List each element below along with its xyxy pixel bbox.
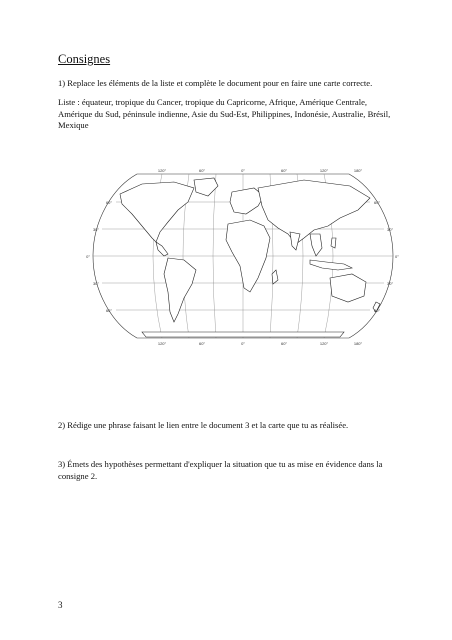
tick-left: 0° — [86, 254, 90, 259]
continents — [120, 178, 380, 337]
tick-top: 0° — [241, 168, 245, 173]
top-ticks — [158, 168, 363, 173]
tick-top: 60° — [280, 168, 288, 173]
tick-bottom: 60° — [198, 341, 206, 346]
tick-left: 60° — [105, 200, 112, 205]
tick-bottom: 120° — [157, 341, 167, 346]
instruction-3: 3) Émets des hypothèses permettant d'expliquer la situation que tu as mise en évidence dans la consigne 2. — [58, 459, 383, 481]
tick-right: 30° — [387, 281, 394, 286]
tick-bottom: 0° — [241, 341, 245, 346]
tick-right: 0° — [395, 254, 399, 259]
greenland — [194, 178, 218, 196]
bottom-ticks — [158, 341, 363, 346]
tick-right: 60° — [374, 308, 381, 313]
tick-bottom: 180° — [353, 341, 363, 346]
tick-top: 60° — [198, 168, 206, 173]
north-america — [120, 182, 194, 242]
australia — [330, 274, 366, 302]
central-america — [156, 242, 168, 256]
tick-left: 60° — [105, 308, 112, 313]
word-list: Liste : équateur, tropique du Cancer, tropique du Capricorne, Afrique, Amérique Centrale, Amérique du Sud, péninsule indienne, Asie du Sud-Est, Philippines, Indonésie, Australie, Brésil, Mexique — [58, 97, 391, 130]
left-ticks — [86, 200, 112, 313]
tick-bottom: 120° — [319, 341, 329, 346]
tick-right: 30° — [387, 227, 394, 232]
page-number: 3 — [58, 600, 63, 610]
philippines — [331, 238, 336, 248]
tick-bottom: 60° — [280, 341, 288, 346]
tick-top: 180° — [353, 168, 363, 173]
indonesia — [310, 260, 352, 270]
right-ticks — [374, 200, 399, 313]
instruction-1: 1) Replace les éléments de la liste et complète le document pour en faire une carte correcte. — [58, 78, 373, 88]
southeast-asia — [310, 234, 322, 256]
tick-top: 120° — [319, 168, 329, 173]
south-america — [164, 258, 196, 322]
page-title: Consignes — [58, 52, 111, 66]
tick-left: 30° — [92, 227, 99, 232]
tick-left: 30° — [92, 281, 99, 286]
world-map — [82, 166, 404, 346]
antarctica — [142, 332, 344, 337]
tick-top: 120° — [157, 168, 167, 173]
tick-right: 60° — [374, 200, 381, 205]
indian-peninsula — [290, 232, 300, 250]
instruction-2: 2) Rédige une phrase faisant le lien entre le document 3 et la carte que tu as réalisée. — [58, 420, 349, 430]
